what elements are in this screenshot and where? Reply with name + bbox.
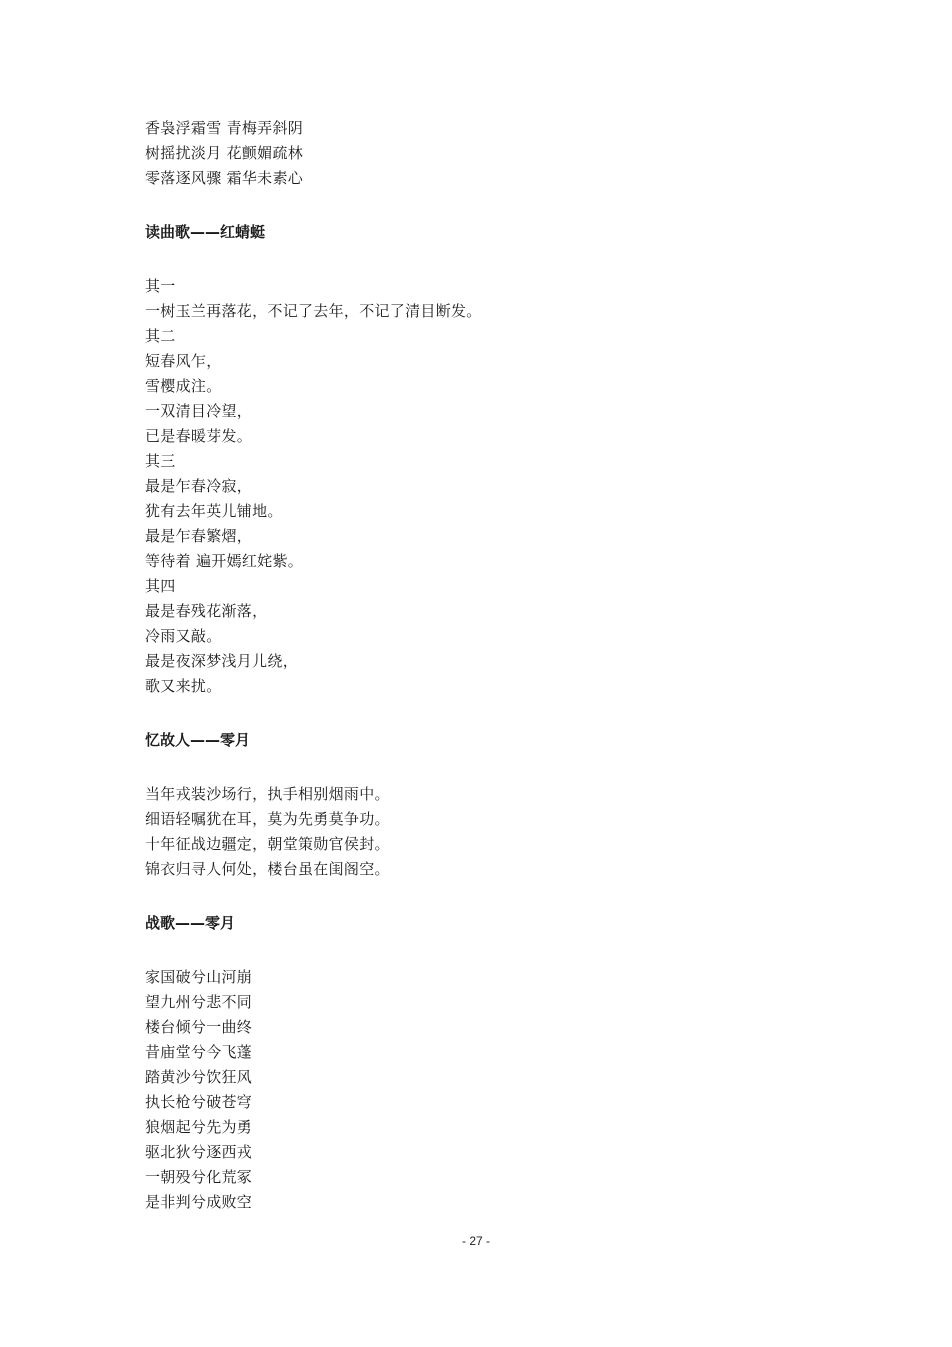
section-heading-4: 战歌——零月 [145, 914, 236, 932]
spacer [145, 936, 825, 965]
poem-line: 其三 [145, 452, 176, 470]
poem-line: 十年征战边疆定，朝堂策勋官侯封。 [145, 835, 390, 853]
poem-line: 狼烟起兮先为勇 [145, 1118, 253, 1136]
poem-line: 其二 [145, 327, 176, 345]
poem-3 [145, 782, 825, 882]
poem-line: 最是春残花渐落， [145, 602, 268, 620]
poem-line: 树摇扰淡月 花颤媚疏林 [145, 144, 304, 162]
poem-line: 最是乍春繁熠， [145, 527, 253, 545]
poem-line: 零落逐风骤 霜华未素心 [145, 169, 304, 187]
poem-line: 一朝殁兮化荒冢 [145, 1168, 253, 1186]
poem-line: 当年戎装沙场行，执手相别烟雨中。 [145, 785, 390, 803]
poem-line: 其四 [145, 577, 176, 595]
poem-4 [145, 965, 825, 1215]
poem-line: 一树玉兰再落花，不记了去年，不记了清目断发。 [145, 302, 482, 320]
poem-line: 已是春暖芽发。 [145, 427, 253, 445]
poem-line: 犹有去年英儿铺地。 [145, 502, 283, 520]
poem-line: 一双清目冷望， [145, 402, 253, 420]
poem-line: 细语轻嘱犹在耳，莫为先勇莫争功。 [145, 810, 390, 828]
poem-line: 家国破兮山河崩 [145, 968, 253, 986]
poem-2 [145, 274, 825, 699]
poem-line: 香袅浮霜雪 青梅弄斜阴 [145, 119, 304, 137]
poem-line: 锦衣归寻人何处，楼台虽在闺阁空。 [145, 860, 390, 878]
page-content [145, 116, 825, 1215]
poem-line: 冷雨又敲。 [145, 627, 222, 645]
section-heading-3: 忆故人——零月 [145, 731, 251, 749]
poem-line: 短春风乍， [145, 352, 222, 370]
spacer [145, 753, 825, 782]
poem-line: 其一 [145, 277, 176, 295]
poem-line: 昔庙堂兮今飞蓬 [145, 1043, 253, 1061]
poem-line: 执长枪兮破苍穹 [145, 1093, 253, 1111]
spacer [145, 699, 825, 728]
poem-line: 最是夜深梦浅月儿绕， [145, 652, 299, 670]
spacer [145, 882, 825, 911]
poem-line: 歌又来扰。 [145, 677, 222, 695]
spacer [145, 245, 825, 274]
poem-line: 最是乍春冷寂， [145, 477, 253, 495]
poem-line: 踏黄沙兮饮狂风 [145, 1068, 253, 1086]
spacer [145, 191, 825, 220]
poem-line: 雪樱成注。 [145, 377, 222, 395]
poem-line: 望九州兮悲不同 [145, 993, 253, 1011]
poem-line: 驱北狄兮逐西戎 [145, 1143, 253, 1161]
poem-line: 是非判兮成败空 [145, 1193, 253, 1211]
poem-line: 等待着 遍开嫣红姹紫。 [145, 552, 304, 570]
page-number: - 27 - [461, 1234, 490, 1248]
poem-line: 楼台倾兮一曲终 [145, 1018, 253, 1036]
section-heading-2: 读曲歌——红蜻蜓 [145, 223, 266, 241]
poem-1 [145, 116, 825, 191]
